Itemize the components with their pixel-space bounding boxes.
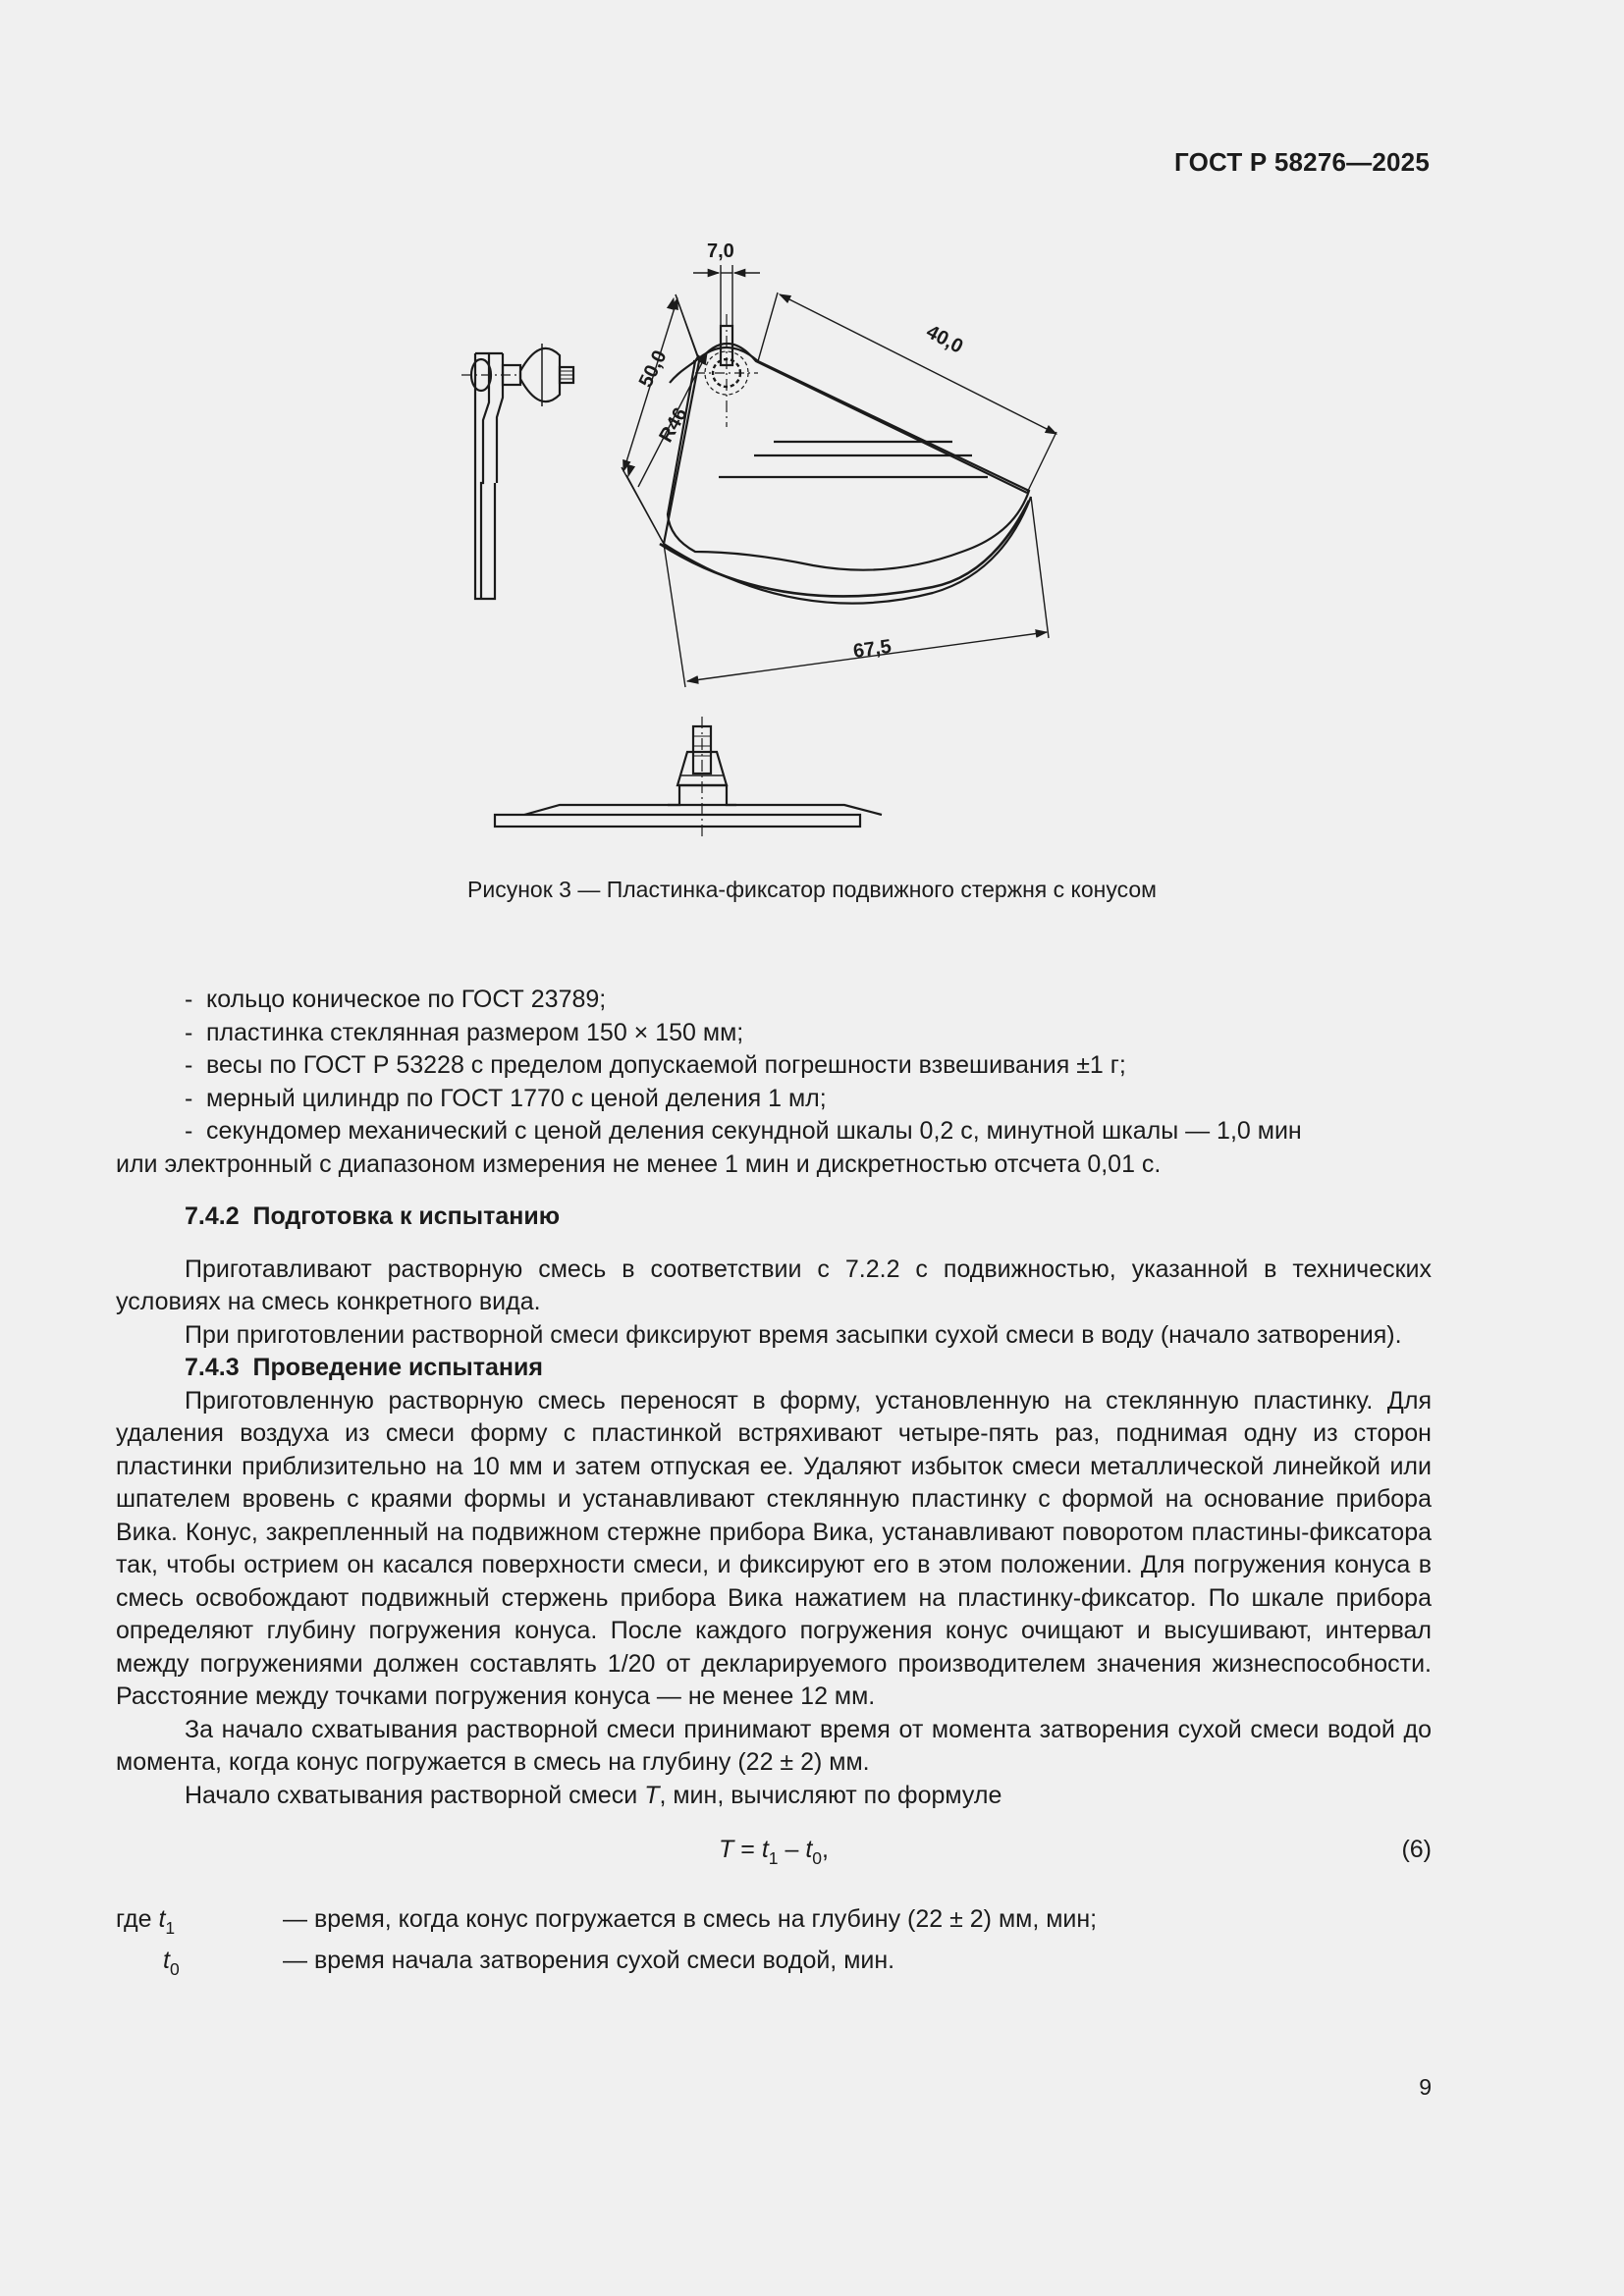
figure-3 [442, 216, 1110, 864]
page-number: 9 [1419, 2074, 1432, 2100]
paragraph: Начало схватывания растворной смеси T, мин, вычисляют по формуле [185, 1781, 1002, 1809]
center-hole [695, 314, 758, 427]
document-code: ГОСТ Р 58276—2025 [1174, 147, 1430, 177]
document-body [116, 984, 1432, 1977]
side-view [461, 344, 573, 599]
formula-6 [116, 1834, 1432, 1867]
dim-40-0-label: 40,0 [922, 320, 967, 358]
plate-side-view [495, 717, 882, 836]
paragraph: Приготавливают растворную смесь в соответствии с 7.2.2 с подвижностью, указанной в технических условиях на смесь конкретного вида. [116, 1255, 1432, 1315]
formula: $T = t_1 - t_0$, [719, 1836, 829, 1868]
section-heading-7-4-2: 7.4.2 Подготовка к испытанию [185, 1202, 561, 1230]
paragraph: При приготовлении растворной смеси фиксируют время засыпки сухой смеси в воду (начало затворения). [185, 1320, 1402, 1349]
dim-7-0-label: 7,0 [707, 240, 734, 262]
plate-front-view [660, 347, 1029, 596]
list-item: - мерный цилиндр по ГОСТ 1770 с ценой деления 1 мл; [185, 1084, 827, 1112]
dim-40-0-line [780, 294, 1056, 434]
list-item: - кольцо коническое по ГОСТ 23789; [185, 986, 607, 1013]
dim-67-5-label: 67,5 [851, 635, 893, 663]
dim-50-line [442, 216, 681, 477]
list-item: - секундомер механический с ценой деления секундной шкалы 0,2 с, минутной шкалы — 1,0 мин [185, 1117, 1302, 1145]
figure-drawing [442, 216, 1110, 864]
paragraph: За начало схватывания растворной смеси принимают время от момента затворения сухой смеси водой до момента, когда конус погружается в смесь на глубину (22 ± 2) мм. [116, 1715, 1432, 1776]
list-continuation: или электронный с диапазоном измерения не менее 1 мин и дискретностью отсчета 0,01 с. [116, 1149, 1162, 1178]
dim-r46-label: R46 [655, 403, 692, 447]
list-item: - пластинка стеклянная размером 150 × 150 мм; [185, 1018, 744, 1046]
figure-caption: Рисунок 3 — Пластинка-фиксатор подвижного стержня с конусом [467, 877, 1157, 902]
section-heading-7-4-3: 7.4.3 Проведение испытания [185, 1354, 543, 1381]
paragraph: Приготовленную растворную смесь переносят в форму, установленную на стеклянную пластинку. Для удаления воздуха из смеси форму с пластинкой встряхивают четыре-пять раз, поднимая одну из сторон пластинки приблизительно на 10 мм и затем отпуская ее. Удаляют избыток смеси металлической линейкой или шпателем вровень с краями формы и устанавливают стеклянную пластинку с формой на основание прибора Вика. Конус, закрепленный на подвижном стержне прибора Вика, устанавливают поворотом пластины-фиксатора так, чтобы острием он касался поверхности смеси, и фиксируют его в этом положении. Для погружения конуса в смесь освобождают подвижный стержень прибора Вика нажатием на пластинку-фиксатор. По шкале прибора определяют глубину погружения конуса. После каждого погружения конус очищают и высушивают, интервал между погружениями должен составлять 1/20 от декларируемого производителем значения жизнеспособности. Расстояние между точками погружения конуса — не менее 12 мм. [116, 1386, 1432, 1710]
where-row: $t_0$ — время начала затворения сухой смеси водой, мин. [163, 1947, 895, 1979]
formula-number: (6) [1401, 1836, 1432, 1863]
dim-50-0-label-visible: 50,0 [634, 347, 672, 392]
where-row: где $t_1$ — время, когда конус погружается в смесь на глубину (22 ± 2) мм, мин; [116, 1905, 1098, 1938]
list-item: - весы по ГОСТ Р 53228 с пределом допускаемой погрешности взвешивания ±1 г; [185, 1051, 1126, 1079]
